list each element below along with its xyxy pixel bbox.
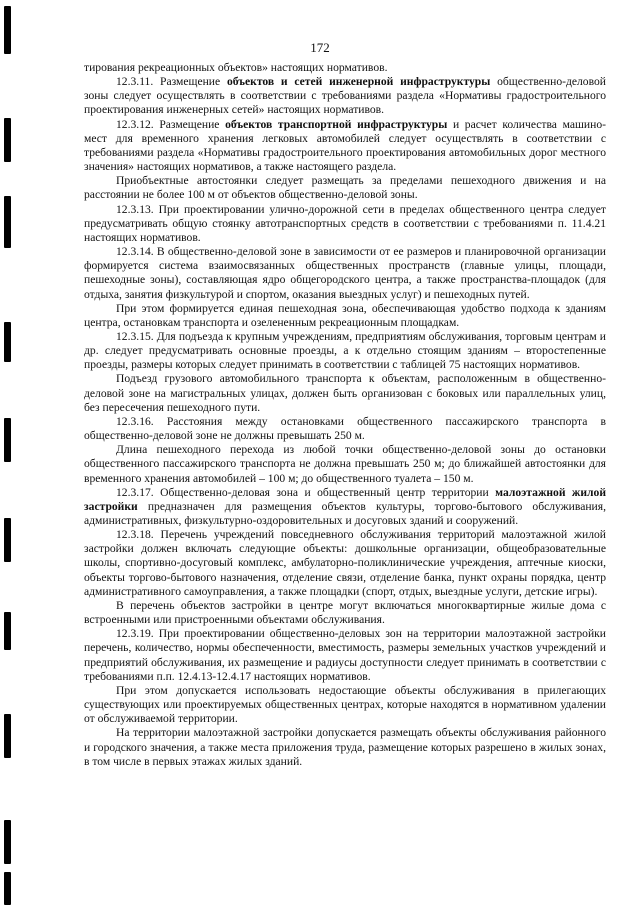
- binding-mark: [4, 820, 11, 864]
- paragraph: [84, 174, 606, 202]
- paragraph: [84, 75, 606, 117]
- paragraph: [84, 61, 606, 75]
- text-segment: тирования рекреационных объектов» настоящих нормативов.: [84, 61, 388, 74]
- binding-mark: [4, 714, 11, 758]
- paragraph: [84, 118, 606, 175]
- paragraph: [84, 302, 606, 330]
- text-segment: 12.3.18. Перечень учреждений повседневного обслуживания территорий малоэтажной жилой застройки должен включать следующие объекты: дошкольные организации, общеобразовательные школы, спортивно-досуговый комплекс, амбулаторно-поликлинические учреждения, аптечные киоски, объекты торгово-бытового назначения, отделение связи, отделение банка, пункт охраны порядка, центр административного самоуправления, а также площадки (спорт, отдых, выездные услуги, детские игры).: [84, 528, 606, 598]
- text-segment: 12.3.16. Расстояния между остановками общественного пассажирского транспорта в общественно-деловой зоне не должны превышать 250 м.: [84, 414, 606, 443]
- text-segment: 12.3.12. Размещение: [116, 117, 226, 131]
- paragraph: [84, 330, 606, 372]
- binding-margin: [4, 0, 14, 905]
- binding-mark: [4, 118, 11, 162]
- binding-mark: [4, 322, 11, 362]
- bold-text: объектов и сетей инженерной инфраструктуры: [226, 75, 491, 89]
- text-segment: предназначен для размещения объектов культуры, торгово-бытового обслуживания, административных, физкультурно-оздоровительных и досуговых зданий и сооружений.: [84, 499, 606, 527]
- paragraph: [84, 443, 606, 485]
- paragraph: [84, 203, 606, 245]
- text-segment: 12.3.14. В общественно-деловой зоне в зависимости от ее размеров и планировочной организации формируется система взаимосвязанных общественных пространств (главные улицы, площади, пешеходные зоны), составляющая ядро общегородского центра, а также пространства-площадок (для отдыха, занятия физкультурой и спортом, оказания выездных услуг) и пешеходных путей.: [84, 245, 606, 301]
- binding-mark: [4, 612, 11, 650]
- text-segment: В перечень объектов застройки в центре могут включаться многоквартирные жилые дома с встроенными или пристроенными объектами обслуживания.: [84, 598, 606, 627]
- bold-text: малоэтажной жилой застройки: [84, 485, 607, 513]
- text-segment: 12.3.17. Общественно-деловая зона и общественный центр территории: [116, 485, 496, 499]
- binding-mark: [4, 196, 11, 248]
- text-segment: На территории малоэтажной застройки допускается размещать объекты обслуживания районного и городского значения, а также места приложения труда, размещение которых разрешено в жилых зонах, в том числе в первых этажах жилых зданий.: [84, 726, 606, 768]
- text-segment: 12.3.13. При проектировании улично-дорожной сети в пределах общественного центра следует предусматривать общую стоянку автотранспортных средств в соответствии с требованиями п. 11.4.21 настоящих нормативов.: [84, 202, 606, 244]
- paragraph: [84, 599, 606, 627]
- text-segment: Подъезд грузового автомобильного транспорта к объектам, расположенным в общественно-деловой зоне на магистральных улицах, должен быть организован с боковых или параллельных улиц, без пересечения пешеходного пути.: [84, 372, 606, 414]
- paragraph: [84, 245, 606, 302]
- page-number: 172: [310, 40, 330, 55]
- document-body: [84, 61, 606, 769]
- paragraph: [84, 627, 606, 684]
- paragraph: [84, 486, 606, 528]
- paragraph: [84, 684, 606, 726]
- text-segment: 12.3.19. При проектировании общественно-деловых зон на территории малоэтажной застройки перечень, количество, нормы обеспеченности, вместимость, размеры земельных участков учреждений и предприятий обслуживания, их размещение и радиусы доступности следует принимать в соответствии с требованиями п.п. 12.4.13-12.4.17 настоящих нормативов.: [84, 627, 606, 683]
- bold-text: объектов транспортной инфраструктуры: [225, 117, 448, 131]
- text-segment: общественно-деловой зоны следует осуществлять в соответствии с требованиями раздела «Нормативы градостроительного проектирования инженерных сетей» настоящих нормативов.: [84, 75, 607, 117]
- text-segment: 12.3.11. Размещение: [116, 75, 227, 89]
- text-segment: При этом допускается использовать недостающие объекты обслуживания в прилегающих существующих или проектируемых общественных центрах, которые находятся в нормативном удалении от обслуживаемой территории.: [84, 683, 606, 726]
- paragraph: [84, 372, 606, 414]
- text-segment: и расчет количества машино-мест для временного хранения легковых автомобилей следует осуществлять в соответствии с требованиями раздела «Нормативы градостроительного проектирования автомобильных дорог местного значения» настоящих нормативов, а также настоящего раздела.: [84, 117, 606, 174]
- binding-mark: [4, 518, 11, 562]
- text-segment: 12.3.15. Для подъезда к крупным учреждениям, предприятиям обслуживания, торговым центрам и др. следует предусматривать основные проезды, а к отдельно стоящим зданиям – второстепенные проезды, размеры которых следует принимать в соответствии с таблицей 75 настоящих нормативов.: [84, 329, 606, 372]
- binding-mark: [4, 872, 11, 905]
- paragraph: [84, 528, 606, 599]
- text-segment: Длина пешеходного перехода из любой точки общественно-деловой зоны до остановки общественного пассажирского транспорта не должна превышать 250 м; до ближайшей автостоянки для временного хранения автомобилей – 100 м; до общественного туалета – 150 м.: [84, 443, 606, 485]
- paragraph: [84, 726, 606, 768]
- text-segment: Приобъектные автостоянки следует размещать за пределами пешеходного движения и на расстоянии не более 100 м от объектов общественно-деловой зоны.: [84, 174, 606, 202]
- binding-mark: [4, 418, 11, 462]
- text-segment: При этом формируется единая пешеходная зона, обеспечивающая удобство подхода к зданиям центра, остановкам транспорта и озелененным рекреационным площадкам.: [84, 301, 606, 329]
- paragraph: [84, 415, 606, 443]
